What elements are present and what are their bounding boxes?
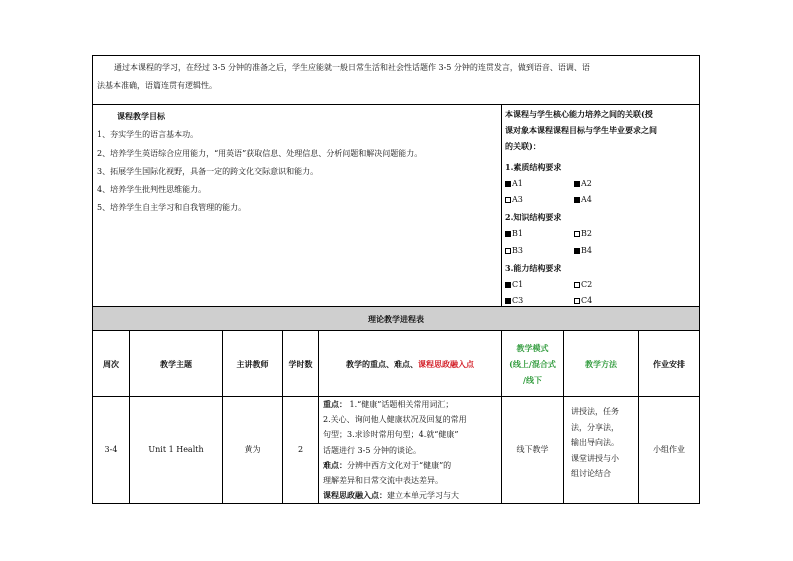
checkbox-C4-box: [574, 298, 580, 304]
checkbox-B1[interactable]: B1: [505, 228, 523, 240]
checkbox-A2-box: [574, 181, 580, 187]
objective-item-3: 3、拓展学生国际化视野，具备一定的跨文化交际意识和能力。: [97, 167, 319, 176]
checkbox-A4[interactable]: A4: [574, 194, 592, 206]
method-line-2: 法，分享法，: [571, 422, 619, 432]
checkbox-B2[interactable]: B2: [574, 228, 592, 240]
header-mode-line3: /线下: [523, 374, 542, 385]
checkbox-B4-box: [574, 248, 580, 254]
checkbox-B1-box: [505, 231, 511, 237]
checkbox-A1[interactable]: A1: [505, 178, 523, 190]
checkbox-C3[interactable]: C3: [505, 295, 523, 307]
header-mode-line2: (线上/混合式: [509, 358, 556, 369]
row-week: 3-4: [104, 445, 118, 454]
focus-line-3: 句型；3.求诊时常用句型；4.就“健康”: [323, 430, 459, 440]
competency-heading-line1: 本课程与学生核心能力培养之间的关联(授: [505, 109, 653, 119]
objective-item-4: 4、培养学生批判性思维能力。: [97, 185, 207, 194]
row-teacher: 黄为: [244, 445, 261, 454]
focus-line-4: 话题进行 3-5 分钟的谈论。: [323, 445, 421, 455]
header-focus: [319, 331, 501, 396]
table-border-top: [92, 55, 699, 56]
row-homework: 小组作业: [653, 445, 685, 454]
checkbox-A3-box: [505, 197, 511, 203]
method-line-3: 输出导向法。: [571, 438, 619, 447]
header-focus-part2: 课程思政融入点: [418, 358, 474, 369]
header-mode-line1: 教学模式: [516, 342, 549, 353]
checkbox-C1[interactable]: C1: [505, 279, 523, 291]
row-divider-1: [92, 104, 699, 105]
objective-item-2: 2、培养学生英语综合应用能力，“用英语”获取信息、处理信息、分析问题和解决问题能力。: [97, 149, 423, 158]
competency-heading-line2: 课对象本课程课程目标与学生毕业要求之间: [505, 125, 657, 135]
row-hours: 2: [297, 445, 304, 454]
header-method: 教学方法: [585, 358, 617, 369]
checkbox-A4-box: [574, 197, 580, 203]
focus-line-6: 理解差异和日常交流中表达差异。: [323, 476, 443, 486]
header-hours: 学时数: [288, 358, 313, 369]
checkbox-A1-box: [505, 181, 511, 187]
checkbox-C2-box: [574, 282, 580, 288]
checkbox-A2[interactable]: A2: [574, 178, 592, 190]
checkbox-B4[interactable]: B4: [574, 245, 592, 257]
objective-item-1: 1、夯实学生的语言基本功。: [97, 130, 199, 139]
schedule-title: 理论教学进程表: [368, 313, 424, 324]
objectives-divider: [501, 104, 502, 306]
focus-line-5: 难点：分辨中西方文化对于“健康”的: [323, 459, 452, 470]
row-topic: Unit 1 Health: [148, 445, 204, 454]
checkbox-C3-box: [505, 298, 511, 304]
objective-item-5: 5、培养学生自主学习和自我管理的能力。: [97, 203, 247, 212]
table-border-right: [699, 55, 700, 504]
objectives-title: 课程教学目标: [117, 111, 165, 121]
intro-text-line1: 通过本课程的学习，在经过 3-5 分钟的准备之后，学生应能就一般日常生活和社会性话题作 3-5 分钟的连贯发言，做到语音、语调、语: [114, 63, 590, 72]
focus-line-2: 2.关心、询问他人健康状况及回复的常用: [323, 415, 467, 425]
header-topic: 教学主题: [160, 358, 192, 369]
header-mode: [502, 331, 563, 396]
method-line-4: 课堂讲授与小: [571, 453, 619, 463]
header-homework: 作业安排: [653, 358, 685, 369]
checkbox-B2-box: [574, 231, 580, 237]
group-title-quality: 1.素质结构要求: [505, 162, 562, 172]
row-focus-text: [323, 397, 499, 503]
checkbox-B3[interactable]: B3: [505, 245, 523, 257]
checkbox-A3[interactable]: A3: [505, 194, 523, 206]
header-focus-part1: 教学的重点、难点、: [346, 358, 418, 369]
intro-text-line2: 法基本准确，语篇连贯有逻辑性。: [97, 81, 217, 90]
row-mode: 线下教学: [516, 445, 549, 454]
checkbox-C4[interactable]: C4: [574, 295, 592, 307]
row-method: [571, 404, 637, 482]
method-line-5: 组讨论结合: [571, 469, 611, 478]
group-title-knowledge: 2.知识结构要求: [505, 212, 562, 222]
method-line-1: 讲授法，任务: [571, 407, 619, 416]
group-title-ability: 3.能力结构要求: [505, 263, 562, 273]
checkbox-C1-box: [505, 282, 511, 288]
checkbox-C2[interactable]: C2: [574, 279, 592, 291]
checkbox-B3-box: [505, 248, 511, 254]
focus-line-7: 课程思政融入点：建立本单元学习与大: [323, 490, 459, 501]
header-teacher: 主讲教师: [236, 358, 269, 369]
focus-line-1: 重点： 1.“健康”话题相关常用词汇；: [323, 399, 454, 409]
header-week: 周次: [103, 358, 119, 369]
competency-heading-line3: 的关联)：: [505, 141, 541, 151]
